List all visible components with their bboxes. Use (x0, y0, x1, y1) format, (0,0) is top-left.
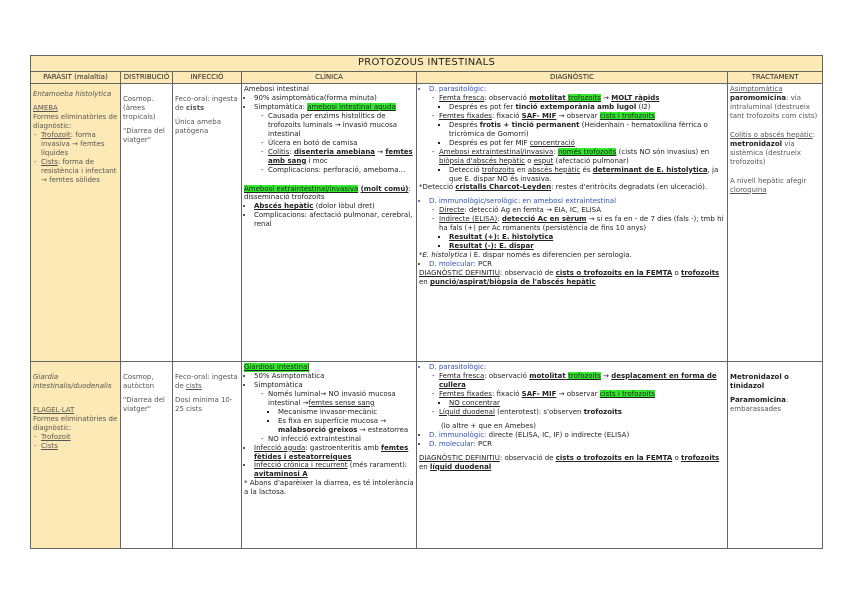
cell-tractament-giardia: Metronidazol o tinidazol Paramomicina: embarassades (728, 362, 823, 549)
cell-infeccio-entamoeba: Feco-oral: ingesta de cists Única ameba patògena (173, 84, 242, 362)
parasite-group: FLAGEL·LAT (33, 405, 75, 414)
header-tractament: TRACTAMENT (728, 72, 823, 84)
cell-distribucio-entamoeba: Cosmop. (àrees tropicals) "Diarrea del viatger" (121, 84, 173, 362)
parasite-name: Entamoeba histolytica (33, 90, 112, 98)
cell-tractament-entamoeba: Asimptomàtica paromomicina: via intraluminal (destrueix tant trofozoits com cists) Colitis o abscés hepàtic: metronidazol via sistèmica (destrueix trofozoits) A nivell hepàtic afegir cloroquina (728, 84, 823, 362)
header-diagnostic: DIAGNÒSTIC (417, 72, 728, 84)
cell-diagnostic-giardia: • D. parasitològic: - Femta fresca: observació motolitat trofozoits → desplaçament en forma de cullera - Femtes fixades: fixació SAF- MIF → observar cists i trofozoits ▪ NO concentrar - Líquid duodenal (enterotest): s'observen trofozoits (lo altre + que en Amebes) • D. immunològic: directe (ELISA, IC, IF) o indirecte (ELISA) • D. molecular: PCR DIAGNÒSTIC DEFINITIU: observació de cists o trofozoits en la FEMTA o trofozoits en líquid duodenal (417, 362, 728, 549)
header-clinica: CLÍNICA (242, 72, 417, 84)
parasite-group: AMEBA (33, 103, 58, 112)
cell-infeccio-giardia: Feco-oral: ingesta de cists Dosi mínima 10-25 cists (173, 362, 242, 549)
parasite-name: Giardia intestinalis/duodenalis (33, 373, 112, 390)
cell-distribucio-giardia: Cosmop, autòcton "Diarrea del viatger" (121, 362, 173, 549)
table-title: PROTOZOUS INTESTINALS (31, 56, 823, 72)
cell-clinica-giardia: Giardiosi intestinal • 50% Asimptomàtica • Simptomàtica - Només luminal→ NO invasió mucosa intestinal →femtes sense sang ▪ Mecanisme invasor-mecànic ▪ Es fixa en superfície mucosa → malabsorció greixos → esteatorrea - NO infecció extraintestinal • Infecció aguda: gastroenteritis amb femtes fètides i esteatorreiques • Infecció crònica i recurrent (més rarament): avitaminosi A * Abans d'aparèixer la diarrea, es té intolerància a la lactosa. (242, 362, 417, 549)
header-parasit: PARÀSIT (malaltia) (31, 72, 121, 84)
cell-parasit-giardia: Giardia intestinalis/duodenalis FLAGEL·LAT Formes eliminatòries de diagnòstic: - Trofozoit - Cists (31, 362, 121, 549)
cell-parasit-entamoeba: Entamoeba histolytica AMEBA Formes eliminatòries de diagnòstic: - Trofozoit: forma invasiva → femtes líquides - Cists: forma de resistència i infectant → femtes sòlides (31, 84, 121, 362)
header-distribucio: DISTRIBUCIÓ (121, 72, 173, 84)
cell-diagnostic-entamoeba: • D. parasitològic: - Femta fresca: observació motolitat trofozoits → MOLT ràpids ▪ Després es pot fer tinció extemporània amb lugol (I2) - Femtes fixades: fixació SAF- MIF → observar cists i trofozoits ▪ Després frotis + tinció permanent (Heidenhain - hematoxilina fèrrica o tricròmica de Gomorri) ▪ Després es pot fer MIF concentració - Amebosi extraintestinal/invasiva: només trofozoits (cists NO són invasius) en biòpsia d'abscés hepàtic o esput (afectació pulmonar) ▪ Detecció trofozoits en abscés hepàtic és determinant de E. histolytica, ja que E. dispar NO és invasiva. *Detecció cristalls Charcot-Leyden: restes d'eritròcits degradats (en ulceració). • D. immunològic/serològic: en amebosi extraintestinal - Directe: detecció Ag en femta → EIA, IC, ELISA - Indirecte (ELISA): detecció Ac en sèrum → si es fa en - de 7 dies (fals -); tmb hi ha fals (+) per Ac romanents (persistència de fins 10 anys) ▪ Resultat (+): E. histolytica ▪ Resultat (-): E. dispar *E. histolytica i E. dispar només es diferencien per serologia. • D. molecular: PCR DIAGNÒSTIC DEFINITIU: observació de cists o trofozoits en la FEMTA o trofozoits en punció/aspirat/biòpsia de l'abscés hepàtic (417, 84, 728, 362)
header-infeccio: INFECCIÓ (173, 72, 242, 84)
cell-clinica-entamoeba: Amebosi intestinal • 90% asimptomàtica(forma minuta) • Simptomàtica: amebosi intestinal aguda - Causada per enzims histolítics de trofozoits luminals → invasió mucosa intestinal - Úlcera en botó de camisa - Colitis: disenteria amebiana → femtes amb sang i moc - Complicacions: perforació, ameboma... Amebosi extraintestinal/invasiva (molt comú): disseminació trofozoits • Abscés hepàtic (dolor lòbul dret) • Complicacions: afectació pulmonar, cerebral, renal (242, 84, 417, 362)
protozous-table (30, 55, 823, 549)
